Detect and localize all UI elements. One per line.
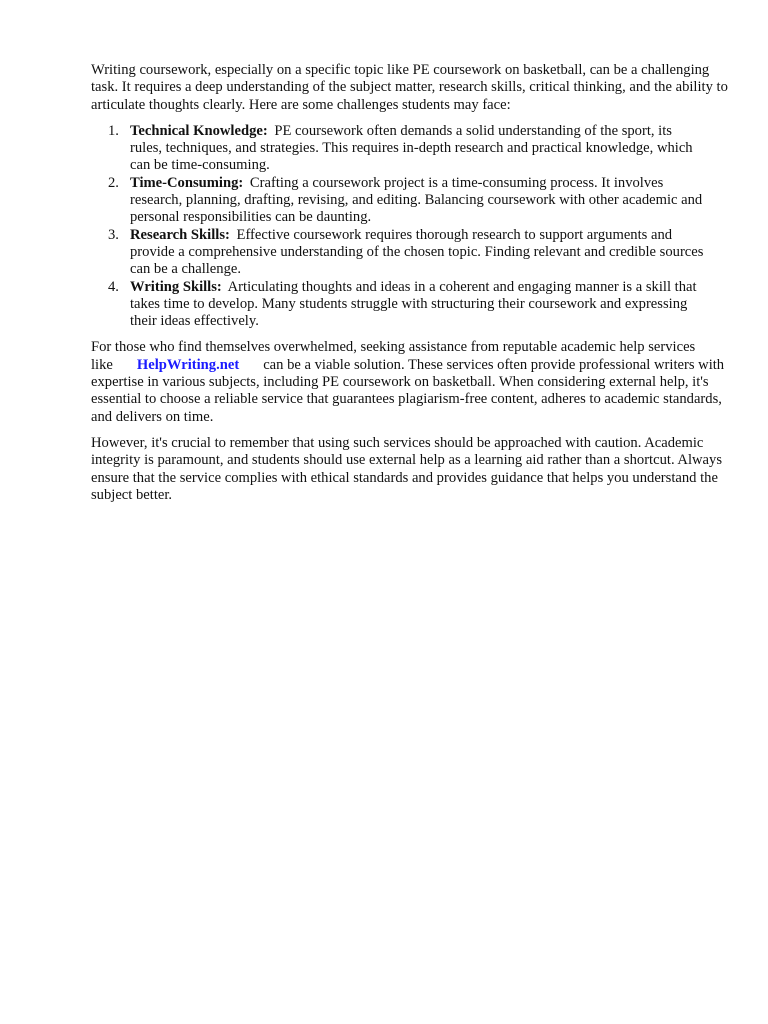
list-item-text: PE coursework often demands a solid understanding of the sport, its rules, techniques, and strategies. This requires in-depth research and practical knowledge, which can be time-consuming.: [130, 122, 693, 174]
caution-paragraph: However, it's crucial to remember that using such services should be approached with caution. Academic integrity is paramount, and students should use external help as a learning aid rather than a shortcut. Always ensure that the service complies with ethical standards and provides guidance that helps you understand the subject better.: [91, 434, 723, 503]
list-item-text: Crafting a coursework project is a time-consuming process. It involves research, planning, drafting, revising, and editing. Balancing coursework with other academic and personal responsibilities can be daunting.: [130, 174, 703, 226]
help-paragraph: [91, 339, 731, 425]
help-text-before: For those who find themselves overwhelmed, seeking assistance from reputable academic help services like: [91, 339, 696, 373]
document-body: [91, 62, 731, 504]
intro-paragraph: Writing coursework, especially on a specific topic like PE coursework on basketball, can be a challenging task. It requires a deep understanding of the subject matter, research skills, critical thinking, and the ability to articulate thoughts clearly. Here are some challenges students may face:: [91, 62, 728, 113]
list-item-number: 2.: [108, 174, 119, 191]
challenges-list: [91, 123, 731, 331]
helpwriting-link[interactable]: HelpWriting.net: [136, 356, 240, 373]
list-item-number: 1.: [108, 122, 119, 139]
list-item-number: 4.: [108, 278, 119, 295]
list-item-text: Effective coursework requires thorough research to support arguments and provide a comprehensive understanding of the chosen topic. Finding relevant and credible sources can be a challenge.: [130, 226, 704, 278]
list-item-term: Writing Skills:: [130, 278, 222, 295]
list-item-term: Research Skills:: [130, 226, 230, 243]
help-text-after: can be a viable solution. These services often provide professional writers with expertise in various subjects, including PE coursework on basketball. When considering external help, it's essential to choose a reliable service that guarantees plagiarism-free content, adheres to academic standards, and delivers on time.: [91, 356, 725, 425]
list-item-number: 3.: [108, 226, 119, 243]
list-item-term: Technical Knowledge:: [130, 122, 268, 139]
list-item: [91, 279, 705, 331]
list-item-text: Articulating thoughts and ideas in a coherent and engaging manner is a skill that takes time to develop. Many students struggle with structuring their coursework and expressing their ideas effectively.: [130, 278, 697, 330]
list-item: [91, 227, 705, 279]
list-item-term: Time-Consuming:: [130, 174, 244, 191]
list-item: [91, 175, 705, 227]
list-item: [91, 123, 705, 175]
